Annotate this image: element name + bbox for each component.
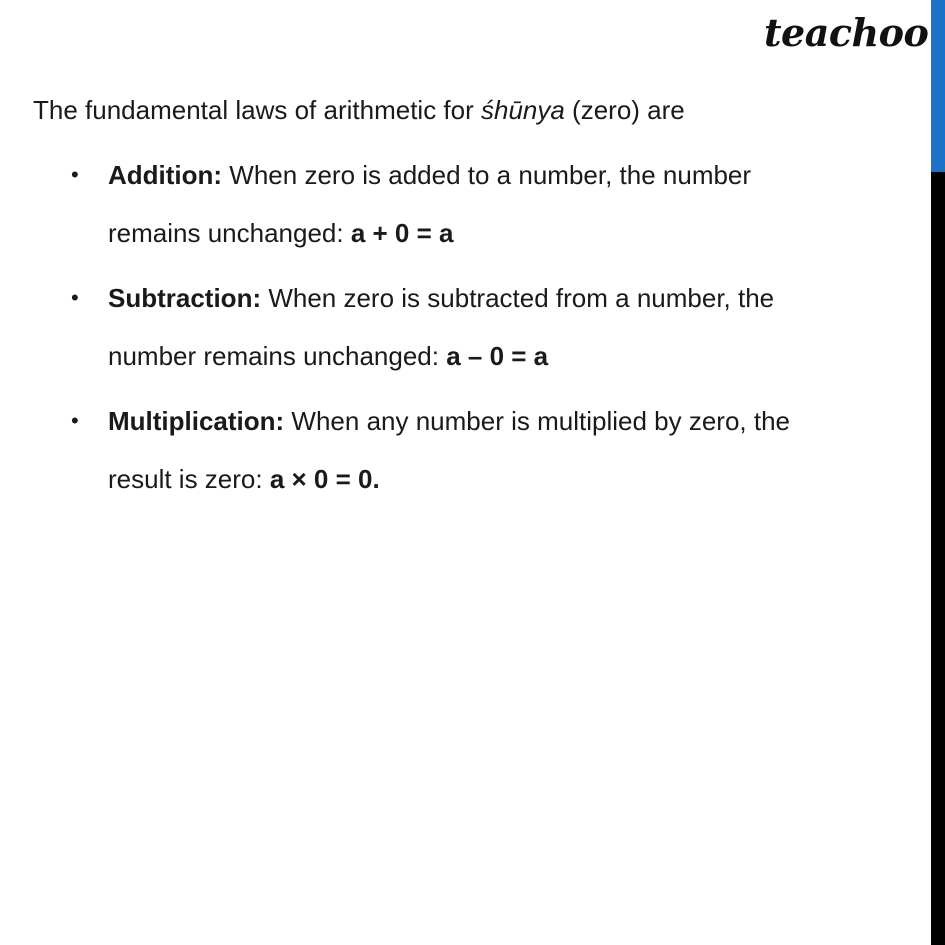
bullet-line-1 <box>108 269 898 327</box>
bullet-text: result is zero: <box>108 464 270 494</box>
bullet-title: Subtraction: <box>108 283 262 313</box>
bullet-line-1 <box>108 392 898 450</box>
right-sidebar <box>931 0 945 945</box>
bullet-dot-icon: • <box>71 408 79 433</box>
bullet-text: number remains unchanged: <box>108 341 447 371</box>
list-item-subtraction <box>71 269 898 385</box>
bullet-formula: a – 0 = a <box>446 341 549 371</box>
bullet-text: When any number is multiplied by zero, the <box>284 406 790 436</box>
bullet-text: When zero is subtracted from a number, the <box>261 283 775 313</box>
teachoo-logo: teachoo <box>764 10 929 55</box>
sidebar-accent <box>931 0 945 172</box>
bullet-line-2 <box>108 204 898 262</box>
intro-suffix: (zero) are <box>564 95 685 125</box>
bullet-line-1 <box>108 146 898 204</box>
bullet-title: Addition: <box>108 160 223 190</box>
bullet-title: Multiplication: <box>108 406 285 436</box>
list-item-multiplication <box>71 392 898 508</box>
intro-prefix: The fundamental laws of arithmetic for <box>33 95 481 125</box>
bullet-line-2 <box>108 450 898 508</box>
bullet-formula: a × 0 = 0. <box>269 464 380 494</box>
intro-term: śhūnya <box>480 95 565 125</box>
bullet-dot-icon: • <box>71 162 79 187</box>
bullet-text: remains unchanged: <box>108 218 351 248</box>
bullet-formula: a + 0 = a <box>350 218 454 248</box>
bullet-dot-icon: • <box>71 285 79 310</box>
intro-text <box>33 93 685 127</box>
list-item-addition <box>71 146 898 262</box>
bullet-text: When zero is added to a number, the number <box>222 160 752 190</box>
bullet-line-2 <box>108 327 898 385</box>
